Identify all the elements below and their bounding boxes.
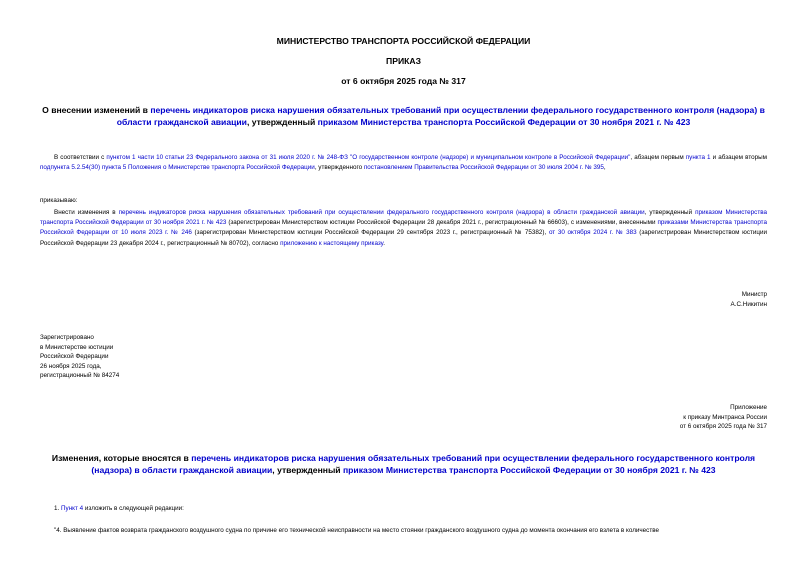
order-word: приказываю:: [40, 197, 78, 204]
changes-title-prefix: Изменения, которые вносятся в: [51, 453, 192, 463]
order-text-3: (зарегистрирован Министерством юстиции Российской Федерации 28 декабря 2021 г., регистрационный № 66603), с изменениями, внесенными: [226, 219, 658, 227]
preamble-text-4: , утвержденного: [314, 164, 364, 172]
preamble-text-5: ,: [603, 164, 606, 172]
item-1-paragraph: [40, 504, 767, 514]
order-paragraph: [40, 208, 767, 249]
order-title: [40, 104, 767, 128]
appendix-block: [680, 403, 767, 432]
order-text-2: , утвержденный: [644, 209, 696, 216]
order-text-1: Внести изменения в: [54, 209, 119, 216]
preamble-link-federal-law[interactable]: пунктом 1 части 10 статьи 23 Федерального закона от 31 июля 2020 г. № 248-ФЗ "О государственном контроле (надзоре) и муниципальном контроле в Российской Федерации": [106, 154, 631, 161]
order-text-4: (зарегистрирован Министерством юстиции Российской Федерации 29 сентября 2023 г., регистрационный № 75382),: [191, 229, 549, 237]
preamble-text-1: В соответствии с: [54, 154, 107, 161]
signature-name: А.С.Никитин: [730, 300, 767, 308]
appendix-line-3: от 6 октября 2025 года № 317: [679, 423, 767, 431]
order-title-link-order[interactable]: приказом Министерства транспорта Российской Федерации от 30 ноября 2021 г. № 423: [317, 117, 691, 127]
registration-line-5: регистрационный № 84274: [40, 372, 120, 380]
order-text-5: (зарегистрирован Министерством юстиции Российской Федерации 23 декабря 2024 г., регистрационный № 80702), согласно: [40, 229, 768, 247]
preamble-text-2: , абзацем первым: [630, 154, 686, 161]
preamble-link-point-1[interactable]: пункта 1: [685, 154, 711, 161]
item-4-paragraph: "4. Выявление фактов возврата гражданского воздушного судна по причине его технической неисправности на место стоянки гражданского воздушного судна до момента окончания его взлета в количестве: [54, 527, 659, 534]
item-1-link-point-4[interactable]: Пункт 4: [61, 505, 84, 512]
preamble-text-3: и абзацем вторым: [710, 154, 767, 161]
registration-line-2: в Министерстве юстиции: [40, 343, 114, 351]
item-1-text: изложить в следующей редакции:: [83, 505, 184, 512]
registration-block: [40, 333, 119, 381]
order-title-middle: , утвержденный: [246, 117, 318, 127]
appendix-line-2: к приказу Минтранса России: [683, 413, 767, 421]
changes-title-link-list[interactable]: перечень индикаторов риска нарушения обязательных требований при осуществлении федерального государственного контроля (надзора) в области гражданской авиации: [91, 453, 756, 475]
changes-title-middle: , утвержденный: [272, 465, 343, 475]
preamble-link-government-decree[interactable]: постановлением Правительства Российской Федерации от 30 июля 2004 г. № 395: [363, 164, 604, 172]
order-text-6: .: [383, 239, 385, 247]
order-link-order-246[interactable]: приказами Министерства транспорта Российской Федерации от 10 июля 2023 г. № 246: [40, 219, 767, 237]
registration-line-3: Российской Федерации: [40, 353, 109, 361]
ministry-heading: МИНИСТЕРСТВО ТРАНСПОРТА РОССИЙСКОЙ ФЕДЕРАЦИИ: [276, 36, 531, 46]
registration-line-4: 26 ноября 2025 года,: [40, 362, 102, 370]
doc-type-heading: ПРИКАЗ: [386, 56, 421, 66]
preamble-link-subpoint[interactable]: подпункта 5.2.54(30) пункта 5 Положения о Министерстве транспорта Российской Федерации: [40, 164, 315, 172]
order-link-order-383[interactable]: от 30 октября 2024 г. № 383: [548, 229, 637, 237]
doc-date-number: от 6 октября 2025 года № 317: [341, 76, 466, 86]
signature-block: [731, 290, 767, 309]
changes-title-link-order[interactable]: приказом Министерства транспорта Российской Федерации от 30 ноября 2021 г. № 423: [342, 465, 716, 475]
appendix-line-1: Приложение: [730, 404, 767, 411]
order-title-prefix: О внесении изменений в: [42, 105, 151, 115]
order-link-order-423[interactable]: приказом Министерства транспорта Российской Федерации от 30 ноября 2021 г. № 423: [40, 209, 767, 227]
order-link-list[interactable]: перечень индикаторов риска нарушения обязательных требований при осуществлении федерального государственного контроля (надзора) в области гражданской авиации: [118, 209, 645, 216]
order-link-appendix[interactable]: приложению к настоящему приказу: [280, 239, 384, 247]
preamble-paragraph: [40, 153, 767, 173]
signature-position: Министр: [741, 291, 767, 298]
registration-line-1: Зарегистрировано: [40, 334, 94, 341]
item-1-number: 1.: [54, 505, 62, 512]
order-title-link-list[interactable]: перечень индикаторов риска нарушения обязательных требований при осуществлении федерального государственного контроля (надзора) в области гражданской авиации: [116, 105, 765, 127]
changes-title: [40, 452, 767, 476]
